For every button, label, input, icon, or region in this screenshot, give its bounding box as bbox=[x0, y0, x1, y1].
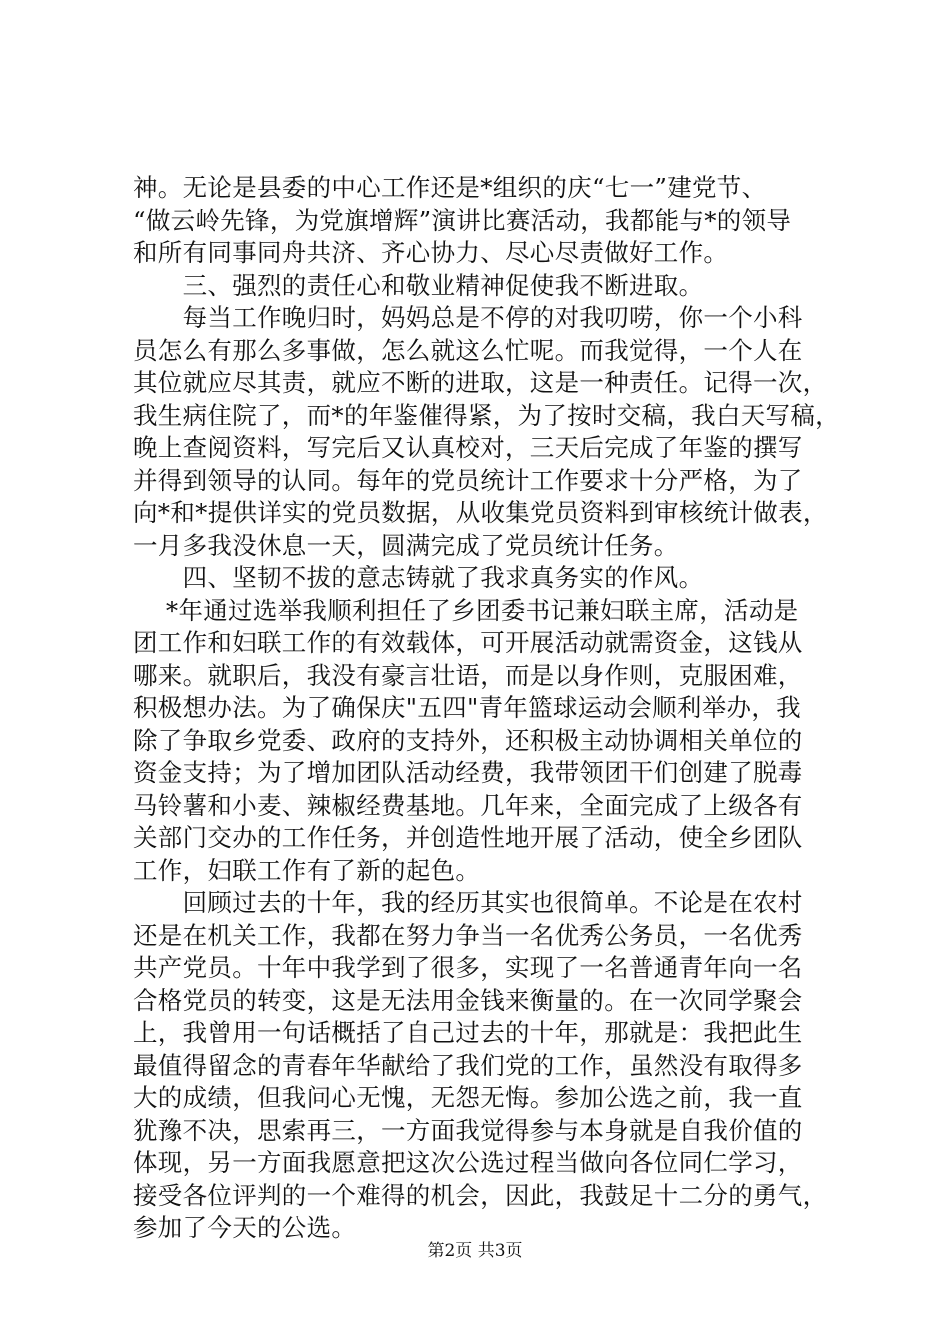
text-line: 神。无论是县委的中心工作还是*组织的庆“七一”建党节、 bbox=[133, 173, 767, 202]
text-line: 回顾过去的十年，我的经历其实也很简单。不论是在农村 bbox=[133, 888, 803, 917]
text-line: 团工作和妇联工作的有效载体，可开展活动就需资金，这钱从 bbox=[133, 628, 803, 657]
text-line: 晚上查阅资料，写完后又认真校对，三天后完成了年鉴的撰写 bbox=[133, 433, 803, 462]
text-line: 积极想办法。为了确保庆"五四"青年篮球运动会顺利举办，我 bbox=[133, 693, 801, 722]
text-line: 一月多我没休息一天，圆满完成了党员统计任务。 bbox=[133, 530, 679, 560]
document-body bbox=[133, 172, 840, 1245]
text-line: 向*和*提供详实的党员数据，从收集党员资料到审核统计做表， bbox=[133, 498, 828, 527]
text-line: 除了争取乡党委、政府的支持外，还积极主动协调相关单位的 bbox=[133, 725, 803, 755]
text-line: 员怎么有那么多事做，怎么就这么忙呢。而我觉得，一个人在 bbox=[133, 335, 803, 365]
text-line: 参加了今天的公选。 bbox=[133, 1213, 357, 1242]
text-line: 犹豫不决，思索再三，一方面我觉得参与本身就是自我价值的 bbox=[133, 1115, 803, 1145]
text-line: 我生病住院了，而*的年鉴催得紧，为了按时交稿，我白天写稿， bbox=[133, 400, 840, 430]
text-line: 马铃薯和小麦、辣椒经费基地。几年来，全面完成了上级各有 bbox=[133, 790, 803, 820]
text-line: 合格党员的转变，这是无法用金钱来衡量的。在一次同学聚会 bbox=[133, 985, 803, 1015]
text-line: 共产党员。十年中我学到了很多，实现了一名普通青年向一名 bbox=[133, 953, 803, 982]
text-line: 资金支持；为了增加团队活动经费，我带领团干们创建了脱毒 bbox=[133, 758, 803, 787]
page-indicator: 第2页 共3页 bbox=[427, 1241, 523, 1261]
text-line: 和所有同事同舟共济、齐心协力、尽心尽责做好工作。 bbox=[133, 238, 729, 267]
text-line: 大的成绩，但我问心无愧，无怨无悔。参加公选之前，我一直 bbox=[133, 1083, 803, 1112]
page-footer bbox=[0, 1240, 950, 1262]
text-line: 每当工作晚归时，妈妈总是不停的对我叨唠，你一个小科 bbox=[133, 303, 803, 332]
text-line: 关部门交办的工作任务，并创造性地开展了活动，使全乡团队 bbox=[133, 823, 803, 852]
text-line: 上，我曾用一句话概括了自己过去的十年，那就是：我把此生 bbox=[133, 1018, 803, 1047]
text-line: “做云岭先锋，为党旗增辉”演讲比赛活动，我都能与*的领导 bbox=[133, 205, 792, 235]
section-heading: 四、坚韧不拔的意志铸就了我求真务实的作风。 bbox=[133, 563, 704, 592]
text-line: 工作，妇联工作有了新的起色。 bbox=[133, 855, 481, 885]
text-line: 最值得留念的青春年华献给了我们党的工作，虽然没有取得多 bbox=[133, 1050, 803, 1080]
text-line: *年通过选举我顺利担任了乡团委书记兼妇联主席，活动是 bbox=[133, 595, 799, 625]
text-line: 哪来。就职后，我没有豪言壮语，而是以身作则，克服困难， bbox=[133, 660, 803, 690]
text-line: 还是在机关工作，我都在努力争当一名优秀公务员，一名优秀 bbox=[133, 920, 803, 950]
text-line: 体现，另一方面我愿意把这次公选过程当做向各位同仁学习， bbox=[133, 1148, 803, 1177]
section-heading: 三、强烈的责任心和敬业精神促使我不断进取。 bbox=[133, 270, 704, 300]
text-line: 接受各位评判的一个难得的机会，因此，我鼓足十二分的勇气， bbox=[133, 1180, 828, 1210]
text-line: 并得到领导的认同。每年的党员统计工作要求十分严格，为了 bbox=[133, 465, 803, 495]
text-line: 其位就应尽其责，就应不断的进取，这是一种责任。记得一次， bbox=[133, 368, 828, 397]
